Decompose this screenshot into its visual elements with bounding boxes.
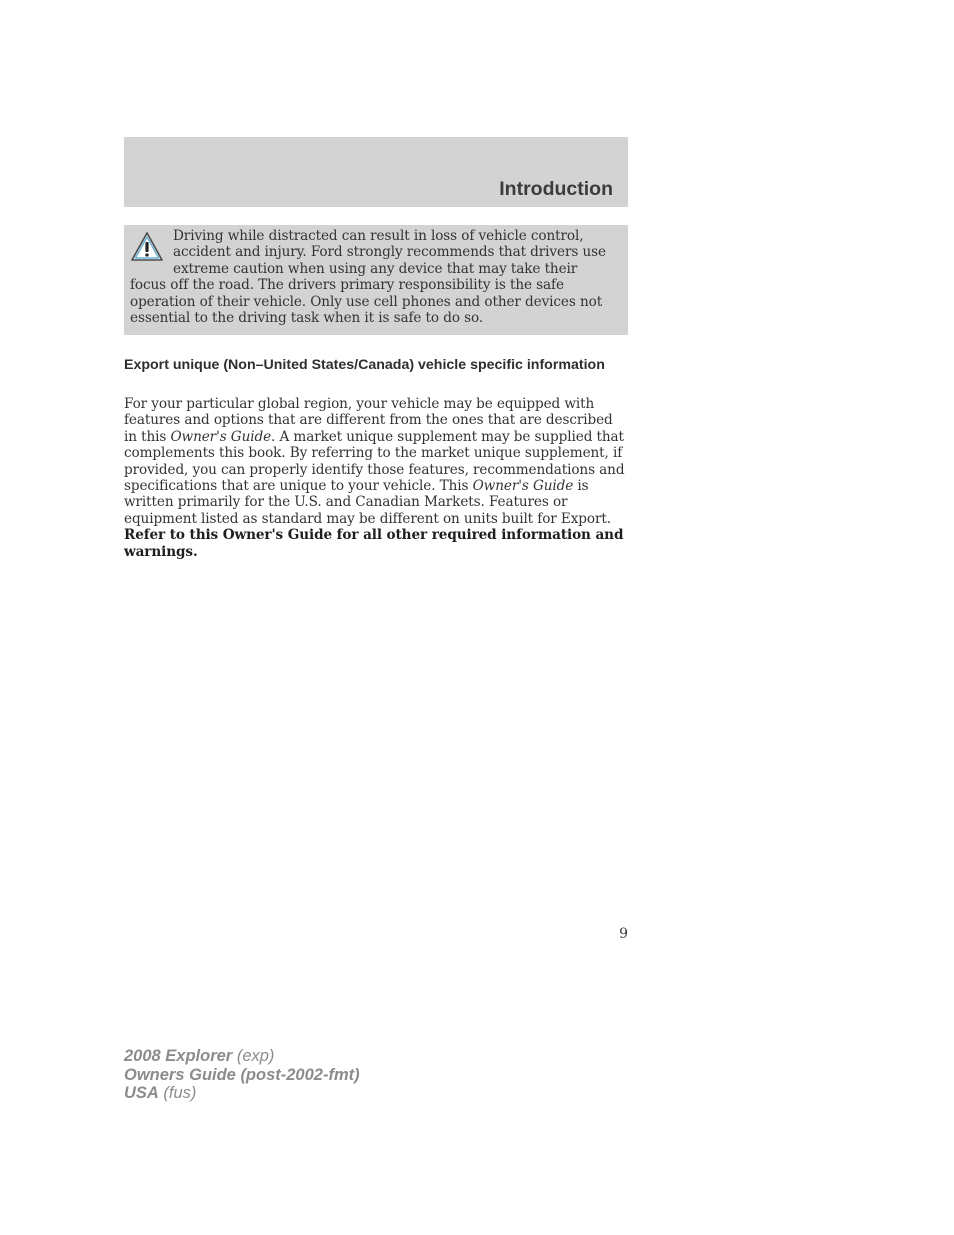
- footer-market-code: (fus): [158, 1084, 197, 1102]
- warning-text: Driving while distracted can result in loss of vehicle control, accident and injury. Ford strongly recommends that drivers use extreme caution when using any device that may take their focus off the road. The drivers primary responsibility is the safe operation of their vehicle. Only use cell phones and other devices not essential to the driving task when it is safe to do so.: [130, 228, 606, 327]
- body-text-part1: For your particular global region, your vehicle may be equipped with features and options that are different from the ones that are described in this: [124, 396, 613, 445]
- footer-model-code: (exp): [232, 1047, 275, 1065]
- body-text-bold: Refer to this Owner's Guide for all other required information and warnings.: [124, 527, 624, 560]
- warning-box: [124, 225, 628, 335]
- page-number: 9: [619, 926, 628, 942]
- footer-line-2: [124, 1066, 360, 1085]
- footer-line-3: [124, 1084, 360, 1103]
- body-paragraph: [124, 396, 628, 560]
- footer-line-1: [124, 1047, 360, 1066]
- section-header-band: [124, 137, 628, 207]
- owners-guide-italic-1: Owner's Guide: [170, 428, 272, 445]
- footer-guide: Owners Guide (post-2002-fmt): [124, 1065, 360, 1084]
- section-title: Introduction: [499, 178, 613, 200]
- footer-market: USA: [124, 1084, 159, 1102]
- section-heading: Export unique (Non–United States/Canada) vehicle specific information: [124, 357, 605, 373]
- owners-guide-italic-2: Owner's Guide: [472, 478, 574, 495]
- warning-triangle-icon: [130, 231, 164, 262]
- body-text-part2: . A market unique supplement may be supplied that complements this book. By referring to the market unique supplement, if provided, you can properly identify those features, recommendations and specifications that are unique to your vehicle. This: [124, 428, 625, 495]
- footer-model: 2008 Explorer: [124, 1047, 233, 1065]
- document-footer: [124, 1047, 360, 1103]
- body-text-part3: is written primarily for the U.S. and Canadian Markets. Features or equipment listed as standard may be different on units built for Export.: [124, 478, 611, 527]
